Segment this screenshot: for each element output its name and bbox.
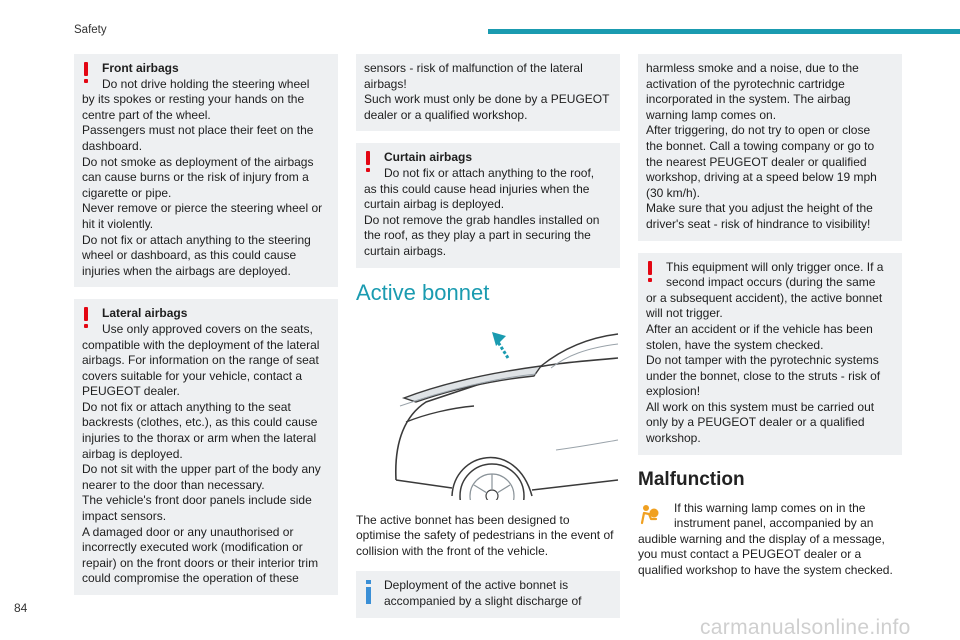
text-line: airbag is deployed. (82, 446, 183, 461)
active-bonnet-continued-box (638, 54, 902, 241)
malfunction-body (638, 532, 902, 579)
lateral-airbags-title: Lateral airbags (102, 306, 188, 321)
text-line: dealer or a qualified workshop. (364, 107, 528, 122)
text-line: hit it violently. (82, 216, 154, 231)
text-line: curtain airbag is deployed. (364, 197, 505, 212)
text-line: will not trigger. (646, 306, 723, 321)
lateral-airbags-first-line: Use only approved covers on the seats, (102, 321, 313, 336)
text-line: Never remove or pierce the steering wheel or (82, 201, 323, 216)
text-line: stolen, have the system checked. (646, 337, 824, 352)
text-line: Such work must only be done by a PEUGEOT (364, 92, 610, 107)
text-line: driver's seat - risk of hindrance to visibility! (646, 216, 871, 231)
text-line: The active bonnet has been designed to (356, 512, 570, 527)
text-line: the bonnet. Call a towing company or go to (646, 138, 875, 153)
text-line: Do not fix or attach anything to the steering (82, 232, 311, 247)
exclamation-warning-icon (83, 307, 90, 329)
text-line: Do not tamper with the pyrotechnic systems (646, 353, 879, 368)
text-line: curtain airbags. (364, 243, 447, 258)
text-line: by its spokes or resting your hands on the (82, 92, 305, 107)
text-line: can cause burns or the risk of injury from a (82, 170, 309, 185)
text-line: Make sure that you adjust the height of the (646, 201, 873, 216)
active-bonnet-continued-body (646, 61, 894, 233)
text-line: only by a PEUGEOT dealer or a qualified (646, 415, 865, 430)
malfunction-paragraph (638, 501, 902, 579)
text-line: After an accident or if the vehicle has been (646, 321, 873, 336)
text-line: audible warning and the display of a message, (638, 531, 885, 546)
page-number: 84 (14, 601, 28, 615)
text-line: Deployment of the active bonnet is (384, 578, 569, 593)
text-line: sensors - risk of malfunction of the lateral (364, 61, 583, 75)
text-line: under the bonnet, close to the struts - risk of (646, 368, 881, 383)
text-line: the roof, as they play a part in securing the (364, 228, 591, 243)
text-line: collision with the front of the vehicle. (356, 543, 549, 558)
exclamation-warning-icon (365, 151, 372, 173)
curtain-airbags-body (364, 182, 612, 260)
active-bonnet-info-body (364, 578, 612, 609)
column-2 (356, 54, 620, 630)
text-line: (30 km/h). (646, 185, 701, 200)
text-line: or a subsequent accident), the active bonnet (646, 290, 883, 305)
active-bonnet-heading: Active bonnet (356, 279, 490, 305)
text-line: workshop, driving at a speed below 19 mph (646, 170, 877, 185)
trigger-once-body (646, 291, 894, 447)
text-line: The vehicle's front door panels include side (82, 493, 312, 508)
text-line: Passengers must not place their feet on the (82, 123, 314, 138)
text-line: nearer to the door than necessary. (82, 477, 265, 492)
text-line: injuries when the airbags are deployed. (82, 263, 291, 278)
text-line: covers suitable for your vehicle, contact a (82, 368, 303, 383)
info-icon (366, 580, 371, 604)
text-line: you must contact a PEUGEOT dealer or a (638, 547, 862, 562)
text-line: incorporated in the system. The airbag (646, 92, 851, 107)
text-line: injuries to the thorax or arm when the lateral (82, 431, 317, 446)
curtain-airbags-title: Curtain airbags (384, 150, 473, 165)
text-line: the nearest PEUGEOT dealer or qualified (646, 154, 867, 169)
text-line: instrument panel, accompanied by an (674, 516, 874, 531)
front-airbags-body (82, 92, 330, 279)
text-line: Do not remove the grab handles installed on (364, 212, 600, 227)
text-line: warning lamp comes on. (646, 107, 777, 122)
text-line: could compromise the operation of these (82, 571, 299, 586)
watermark: carmanualsonline.info (700, 616, 911, 639)
malfunction-indented (638, 501, 902, 532)
text-line: optimise the safety of pedestrians in the event of (356, 528, 614, 543)
text-line: All work on this system must be carried out (646, 399, 875, 414)
curtain-airbags-warning-box (356, 143, 620, 267)
text-line: airbags! (364, 76, 407, 91)
text-line: PEUGEOT dealer. (82, 384, 180, 399)
curtain-airbags-first-line: Do not fix or attach anything to the roof, (384, 165, 595, 180)
exclamation-warning-icon (83, 62, 90, 84)
text-line: harmless smoke and a noise, due to the (646, 61, 859, 75)
text-line: repair) on the front doors or their interior trim (82, 555, 319, 570)
malfunction-heading: Malfunction (638, 468, 745, 490)
text-line: Do not sit with the upper part of the body any (82, 462, 321, 477)
header-accent-bar (488, 29, 960, 34)
lateral-airbags-continued-box (356, 54, 620, 131)
lateral-airbags-warning-box (74, 299, 338, 595)
exclamation-warning-icon (647, 261, 654, 283)
column-1 (74, 54, 338, 607)
text-line: dashboard. (82, 138, 143, 153)
text-line: backrests (clothes, etc.), as this could cause (82, 415, 318, 430)
text-line: Do not fix or attach anything to the seat (82, 399, 291, 414)
front-airbags-warning-box (74, 54, 338, 287)
text-line: airbags. For information on the range of seat (82, 353, 319, 368)
text-line: impact sensors. (82, 509, 167, 524)
active-bonnet-illustration (356, 320, 620, 500)
active-bonnet-info-box (356, 571, 620, 617)
text-line: compatible with the deployment of the lateral (82, 337, 320, 352)
text-line: incorrectly executed work (modification or (82, 540, 303, 555)
lateral-airbags-continued-body (364, 61, 612, 123)
column-3 (638, 54, 902, 579)
lateral-airbags-body (82, 338, 330, 588)
text-line: qualified workshop to have the system checked. (638, 563, 893, 578)
running-header: Safety (74, 24, 107, 36)
front-airbags-title: Front airbags (102, 61, 179, 75)
text-line: activation of the pyrotechnic cartridge (646, 76, 845, 91)
text-line: explosion! (646, 384, 701, 399)
text-line: A damaged door or any unauthorised or (82, 524, 294, 539)
active-bonnet-description (356, 513, 620, 560)
text-line: If this warning lamp comes on in the (674, 500, 866, 515)
text-line: centre part of the wheel. (82, 107, 211, 122)
text-line: wheel or dashboard, as this could cause (82, 248, 297, 263)
airbag-warning-lamp-icon (638, 503, 660, 525)
text-line: Do not smoke as deployment of the airbags (82, 154, 314, 169)
text-line: second impact occurs (during the same (666, 275, 876, 290)
text-line: cigarette or pipe. (82, 185, 172, 200)
text-line: accompanied by a slight discharge of (384, 593, 582, 608)
text-line: workshop. (646, 431, 701, 446)
trigger-once-warning-box (638, 253, 902, 455)
text-line: This equipment will only trigger once. If a (666, 259, 884, 274)
front-airbags-first-line: Do not drive holding the steering wheel (102, 76, 310, 91)
text-line: After triggering, do not try to open or close (646, 123, 871, 138)
trigger-once-indented (646, 260, 894, 291)
text-line: as this could cause head injuries when the (364, 181, 590, 196)
